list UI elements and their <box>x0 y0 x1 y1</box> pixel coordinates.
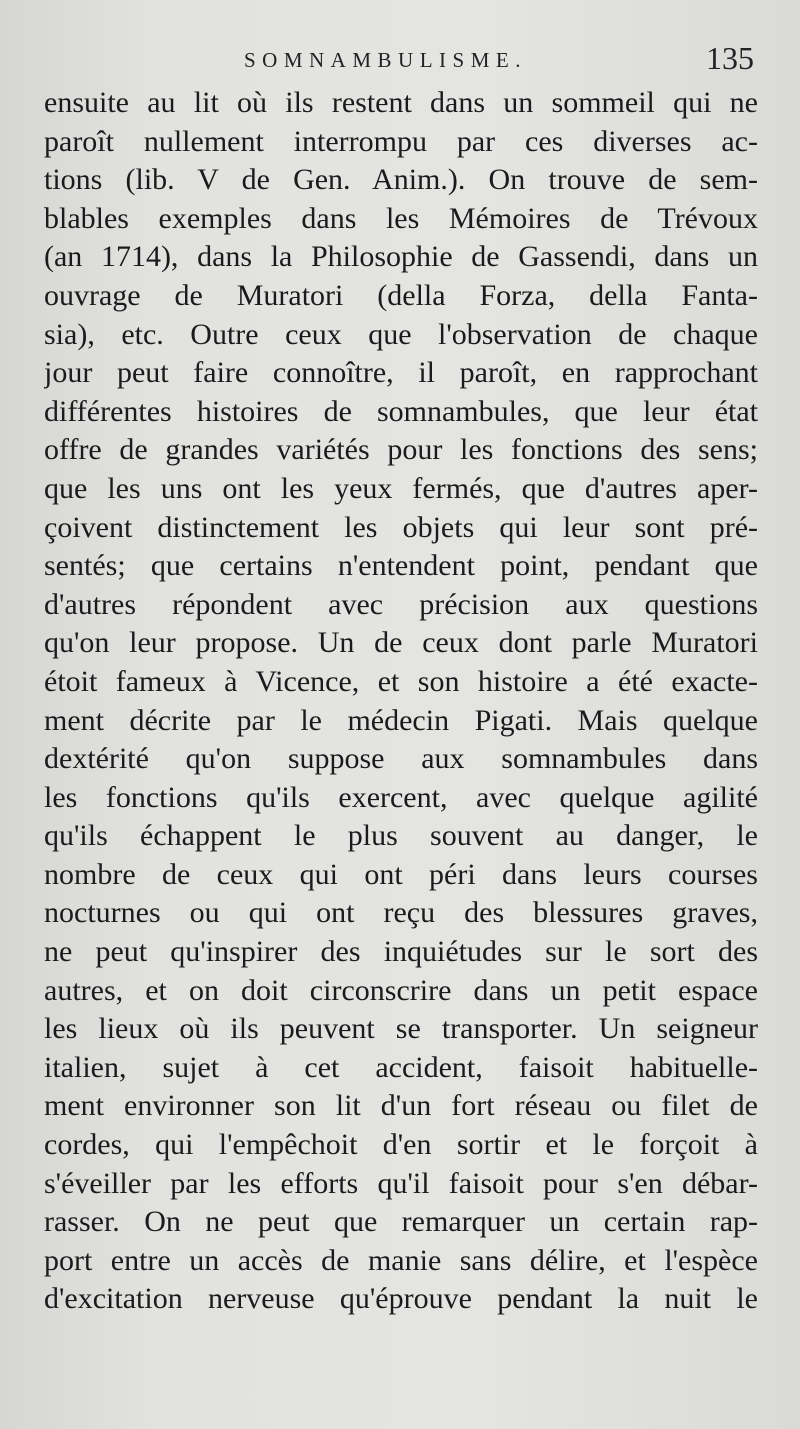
text-line: (an 1714), dans la Philosophie de Gassendi, dans un <box>44 240 758 274</box>
running-head: SOMNAMBULISME. <box>244 48 527 72</box>
text-line: différentes histoires de somnambules, que leur état <box>44 394 758 428</box>
text-line: port entre un accès de manie sans délire, et l'espèce <box>44 1243 758 1277</box>
text-line: nombre de ceux qui ont péri dans leurs courses <box>44 857 758 891</box>
text-line: ouvrage de Muratori (della Forza, della Fanta- <box>44 278 758 312</box>
text-line: cordes, qui l'empêchoit d'en sortir et le forçoit à <box>44 1128 758 1162</box>
text-line: paroît nullement interrompu par ces diverses ac- <box>44 124 758 158</box>
text-line: çoivent distinctement les objets qui leur sont pré- <box>44 510 758 544</box>
text-line: offre de grandes variétés pour les fonctions des sens; <box>44 433 758 467</box>
text-line: d'autres répondent avec précision aux questions <box>44 587 758 621</box>
text-line: ment environner son lit d'un fort réseau ou filet de <box>44 1089 758 1123</box>
text-line: jour peut faire connoître, il paroît, en rapprochant <box>44 356 758 390</box>
text-line: ensuite au lit où ils restent dans un sommeil qui ne <box>44 86 758 119</box>
text-line: sia), etc. Outre ceux que l'observation de chaque <box>44 317 758 351</box>
text-line: nocturnes ou qui ont reçu des blessures graves, <box>44 896 758 930</box>
text-line: étoit fameux à Vicence, et son histoire a été exacte- <box>44 664 758 698</box>
page-number: 135 <box>706 40 754 76</box>
page-header <box>0 40 800 84</box>
text-line: rasser. On ne peut que remarquer un certain rap- <box>44 1205 758 1239</box>
text-line: qu'on leur propose. Un de ceux dont parle Muratori <box>44 626 758 660</box>
text-line: d'excitation nerveuse qu'éprouve pendant la nuit le <box>44 1282 758 1316</box>
text-line: blables exemples dans les Mémoires de Trévoux <box>44 201 758 235</box>
text-line: les lieux où ils peuvent se transporter. Un seigneur <box>44 1012 758 1046</box>
text-line: autres, et on doit circonscrire dans un petit espace <box>44 973 758 1007</box>
text-line: ne peut qu'inspirer des inquiétudes sur le sort des <box>44 935 758 969</box>
text-line: les fonctions qu'ils exercent, avec quelque agilité <box>44 780 758 814</box>
text-line: ment décrite par le médecin Pigati. Mais quelque <box>44 703 758 737</box>
text-line: italien, sujet à cet accident, faisoit habituelle- <box>44 1050 758 1084</box>
text-line: que les uns ont les yeux fermés, que d'autres aper- <box>44 471 758 505</box>
text-line: tions (lib. V de Gen. Anim.). On trouve de sem- <box>44 163 758 197</box>
text-line: qu'ils échappent le plus souvent au danger, le <box>44 819 758 853</box>
text-line: dextérité qu'on suppose aux somnambules dans <box>44 742 758 776</box>
text-line: sentés; que certains n'entendent point, pendant que <box>44 549 758 583</box>
text-line: s'éveiller par les efforts qu'il faisoit pour s'en débar- <box>44 1166 758 1200</box>
body-text <box>44 84 758 1319</box>
